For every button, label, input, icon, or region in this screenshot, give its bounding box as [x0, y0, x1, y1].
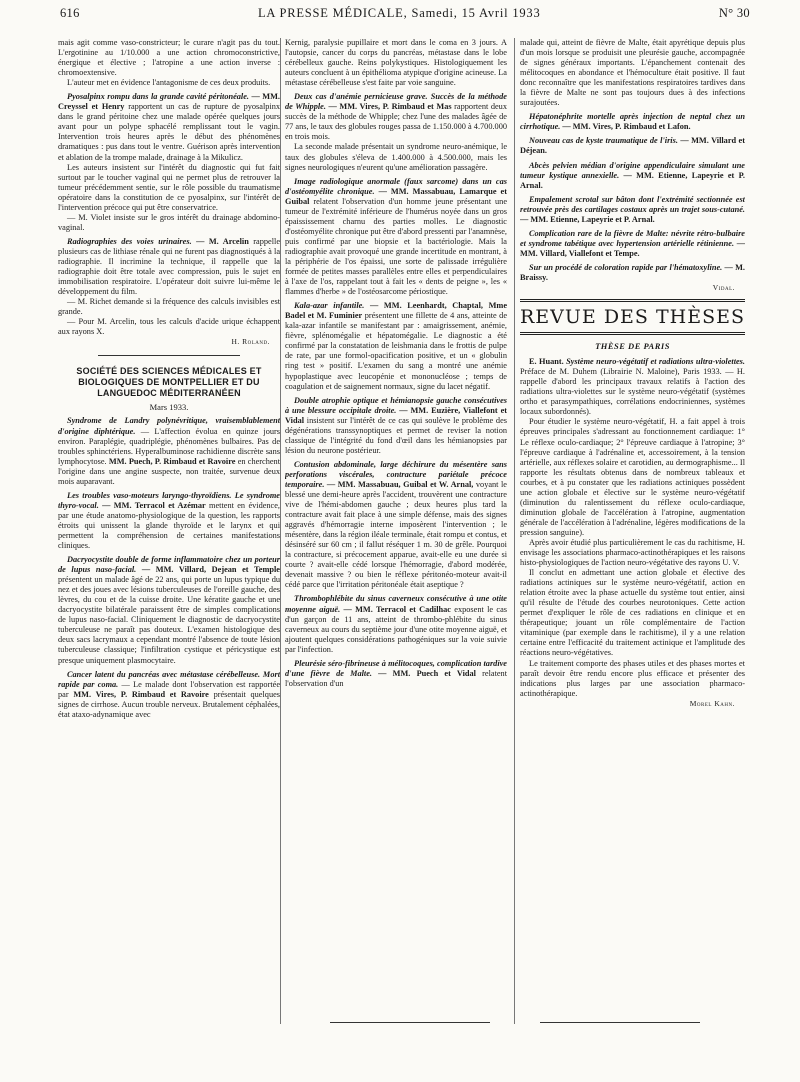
article-text: présentent une fillette de 4 ans, atteinte de kala-azar infantile se manifestant par : amaigrissement, anémie, fièvre, splénomégalie et hépatomégalie. Le diagnostic a été confirmé par la constatation de leishmania dans le frottis de pulpe de rate, par une formol-opacification positive, et un « globulin ring test » positif. L'examen du sang a montré une anémie hypoplastique avec leucopénie et mononucléose ; temps de coagulation et de saignement normaux, signe du lacet négatif. [285, 311, 507, 391]
column-2 [285, 38, 507, 1038]
article-text: exposent le cas d'un garçon de 11 ans, atteint de thrombo-phlébite du sinus caverneux au cours du septième jour d'une otite moyenne aiguë, et ajoutent quelques considérations pathogéniques sur la voie suivie par l'infection. [285, 604, 507, 654]
speaker: — M. Violet [67, 212, 111, 222]
article-title: Les troubles vaso-moteurs laryngo-thyroïdiens. Le syndrome thyro-vocal. [58, 490, 280, 510]
article-authors: — M. Arcelin [196, 236, 249, 246]
article-authors: MM. Puech, P. Rimbaud et Ravoire [108, 456, 236, 466]
article-title: Sur un procédé de coloration rapide par l'hématoxyline. [529, 262, 723, 272]
paragraph-text: tous les calculs d'acide urique échappent aux rayons X. [58, 317, 280, 337]
article-title: Double atrophie optique et hémianopsie gauche consécutives à une blessure occipitale droite. [285, 395, 507, 415]
subsection-heading: THÈSE DE PARIS [595, 341, 670, 352]
column-rule [280, 38, 281, 1024]
article-text: rapportent un cas de rupture de pyosalpinx dans le grand péritoine chez une malade opérée quelques jours avant pour un polype sphacélé remplissant tout le vagin. Intervention trois heures après le début des phénomènes dramatiques : pus dans tout le ventre. Guérison après intervention et ablation de la trompe malade, drainage à la Mikulicz. [58, 102, 280, 162]
paragraph [58, 317, 280, 337]
paragraph-text: demande si la fréquence des calculs invisibles est grande. [58, 297, 280, 317]
article [520, 161, 745, 191]
article-authors: — MM. Massabuau, Guibal et W. Arnal, [326, 479, 474, 489]
signature: H. Roland. [231, 337, 270, 347]
article-authors: MM. Vires, P. Rimbaud et Ravoire [73, 689, 209, 699]
article-text: rappelle plusieurs cas de lithiase rénale qui ne furent pas diagnostiqués à la radiographie. Il incrimine la technique, il rappelle que la radiographie doit être totale avec compression, puis le sujet en immobilisation respiratoire. L'opérateur doit suivre lui-même le développement du film. [58, 236, 280, 297]
article [520, 136, 745, 156]
paragraph: Il conclut en admettant une action globale et élective des radiations actiniques sur le système neuro-végétatif, action en relation étroite avec la phase actuelle du système tout entier, ainsi qu'il résulte de l'étude des courbes neurotoniques. Cette action permet d'expliquer le rôle de ces radiations en clinique et en thérapeutique; jouant un rôle complémentaire de l'action vitaminique (par exemple dans le rachitisme), il y a une relation certaine entre l'efficacité du traitement actinique et l'amplitude des réactions neuro-végétatives. [520, 568, 745, 658]
article-text: Préface de M. Duhem (Librairie N. Maloine), Paris 1933. [520, 367, 722, 377]
article-title: Dacryocystite double de forme inflammatoire chez un porteur de lupus naso-facial. [58, 555, 280, 575]
article [520, 112, 745, 132]
article-authors: — M. Braissy. [520, 262, 745, 282]
article [58, 237, 280, 297]
article-title: Contusion abdominale, large déchirure du mésentère sans perforations viscérales, contracture pariétale précoce temporaire. [285, 459, 507, 489]
article-title: Radiographies des voies urinaires. [67, 236, 192, 246]
article [285, 594, 507, 654]
page-number: 616 [60, 6, 80, 20]
article-text: — H. rappelle d'abord les principaux travaux relatifs à l'action des radiations ultra-violettes sur le système neuro-végétatif (systèmes ortho et parasympathiques, corrélations endocriniennes, systèmes locaux subordonnés). [520, 367, 745, 417]
signature: Vidal. [712, 283, 735, 293]
article-text: — Le malade dont l'observation est rapportée par [58, 679, 280, 699]
speaker: — M. Richet [67, 297, 112, 307]
article-title: Deux cas d'anémie pernicieuse grave. Succès de la méthode de Whipple. [285, 92, 507, 112]
article [58, 416, 280, 486]
paragraph: mais agit comme vaso-constricteur; le curare n'agit pas du tout. L'ergotinine au 1/10.000 a une action chromoconstrictive, énergique et élective ; l'atropine a une action inverse : chromoextensive. [58, 38, 280, 78]
article-authors: — MM. Leenhardt, Chaptal, Mme Badel et M. Fuminier [285, 301, 507, 321]
article [58, 670, 280, 720]
article-text: mettent en évidence, par une étude anatomo-physiologique de la question, les rapports étroits qui unissent la glande thyroïde et le larynx et qui permettent la compréhension de certaines manifestations cliniques. [58, 500, 280, 551]
article-text: rapportent deux succès de la méthode de Whipple; chez l'une des malades âgée de 77 ans, le taux des globules rouges passa de 1.150.000 à 4.700.000 en trois mois. [285, 102, 507, 142]
running-header [60, 6, 750, 34]
paragraph [58, 213, 280, 233]
article-title: Pyosalpinx rompu dans la grande cavité péritonéale. [67, 92, 249, 102]
column-1 [58, 38, 280, 1038]
article-authors: — MM. Terracol et Cadilhac [343, 604, 451, 614]
article-authors: E. Huant. [529, 357, 564, 367]
article [520, 263, 745, 283]
article-authors: — MM. Terracol et Azémar [102, 500, 206, 510]
article-title: Empalement scrotal sur bâton dont l'extrémité sectionnée est retrouvée près des cartilages costaux après un trajet sous-cutané. [520, 194, 745, 214]
article-title: Syndrome de Landry polynévritique, vraisemblablement d'origine diphtérique. [58, 416, 280, 436]
article [285, 92, 507, 142]
article-title: Complication rare de la fièvre de Malte: névrite rétro-bulbaire et syndrome tabétique avec hypertension artérielle rétinienne. [520, 228, 745, 248]
article-title: Kala-azar infantile. [294, 301, 365, 311]
running-title: LA PRESSE MÉDICALE, Samedi, 15 Avril 1933 [257, 6, 541, 20]
article [285, 460, 507, 591]
article-title: Système neuro-végétatif et radiations ultra-violettes. [566, 357, 745, 367]
article [58, 555, 280, 666]
article-authors: — MM. Creyssel et Henry [58, 92, 280, 112]
article-text: présentent un malade âgé de 22 ans, qui porte un lupus typique du nez et des joues avec lésions tuberculeuses de l'oreille gauche, des lèvres, du cou et de la cuisse droite. Une kératite gauche et une dacryocystite bilatérale paraissent être de simples complications de lupus naso-facial. Cliniquement le diagnostic de dacryocystite tuberculeuse ne paraît pas douteux. L'examen histologique des deux sacs lacrymaux a cependant montré l'absence de toute lésion tuberculeuse classique; l'infiltration cystique et péricystique est presque uniquement plasmocytaire. [58, 575, 280, 665]
article-text: présentait quelques signes de cirrhose. Aucun trouble nerveux. Brutalement céphalées, état ataxo-adynamique avec [58, 689, 280, 719]
article-authors: — MM. Etienne, Lapeyrie et P. Arnal. [520, 214, 655, 224]
article-title: Abcès pelvien médian d'origine appendiculaire simulant une tumeur kystique annexielle. [520, 160, 745, 180]
paragraph: La seconde malade présentait un syndrome neuro-anémique, le taux des globules s'éleva de 1.400.000 à 4.500.000, mais les signes neurologiques n'eurent qu'une amélioration passagère. [285, 142, 507, 172]
article-text: relatent l'observation d'un [285, 668, 507, 688]
paragraph: malade qui, atteint de fièvre de Malte, était apyrétique depuis plus d'un mois lorsque se produisit une pleurésie gauche, accompagnée de signes généraux importants. L'épanchement contenait des mélitocoques en abondance et l'hémoculture était positive. Il faut donc reconnaître que les manifestations respiratoires tardives dans la fièvre de Malte ne sont pas toujours dues à des infections surajoutées. [520, 38, 745, 108]
speaker: — Pour M. Arcelin, [67, 317, 137, 327]
article-title: Thrombophlébite du sinus caverneux consécutive à une otite moyenne aiguë. [285, 594, 507, 614]
article [520, 195, 745, 225]
article [58, 92, 280, 162]
article-title: Nouveau cas de kyste traumatique de l'iris. [529, 136, 678, 146]
paragraph: Pour étudier le système neuro-végétatif, H. a fait appel à trois épreuves principales s'adressant au fonctionnement cardiaque: 1° Le réflexe oculo-cardiaque; 2° l'épreuve cardiaque à l'atropine; 3° l'épreuve cardiaque à l'adrénaline et, accessoirement, à la tension artérielle, aux réflexes solaire et carotidien, au dermographisme... Il rapporte les résultats obtenus dans de nombreux tableaux et courbes, et à pu constater que les radiations actiniques possèdent une action globale et élective sur le système neuro-végétatif (diminution du ralentissement du réflexe oculo-cardiaque, diminution globale de l'accélération à l'atropine, augmentation générale de l'accélération à l'adrénaline, légères modifications de la pression sanguine). [520, 417, 745, 537]
article [285, 301, 507, 391]
society-name: SOCIÉTÉ DES SCIENCES MÉDICALES ET BIOLOGIQUES DE MONTPELLIER ET DU LANGUEDOC MÉDITERRANÉEN [76, 366, 262, 399]
signature: Morel Kahn. [689, 698, 735, 708]
article-text: insistent sur l'intérêt de ce cas qui soulève le problème des dégénérations transsynoptiques et permet de reviser la notion classique de l'intégrité du fond d'œil dans les hémianopsies par lésion du neurone postérieur. [285, 415, 507, 455]
paragraph: Le traitement comporte des phases utiles et des phases mortes et paraît devoir être rendu encore plus efficace et présenter des indications plus larges par une association pharmaco-actinothérapique. [520, 658, 745, 698]
column-3 [520, 38, 745, 1038]
article-authors: — MM. Massabuau, Lamarque et Guibal [285, 186, 507, 206]
footer-rule [540, 1022, 700, 1023]
article-text: — L'affection évolua en quinze jours environ. Paraplégie, quadriplégie, phénomènes bulbaires. Pas de troubles sphinctériens. Hyperalbuminose rachidienne discrète sans lymphocytose. [58, 426, 280, 466]
footer-rule [330, 1022, 490, 1023]
article [285, 177, 507, 298]
article-authors: — MM. Etienne, Lapeyrie et P. Arnal. [520, 170, 745, 190]
issue-number: N° 30 [718, 6, 750, 20]
article-title: Hépatonéphrite mortelle après injection de neptal chez un cirrhotique. [520, 112, 745, 132]
article-authors: — MM. Vires, P. Rimbaud et Lafon. [562, 122, 691, 132]
paragraph: Les auteurs insistent sur l'intérêt du diagnostic qui fut fait surtout par le toucher vaginal qui ne permet plus de retrouver la tumeur précédemment sentie, sur le rôle possible du traumatisme opératoire dans la constitution de ce pyosalpinx, sur l'intérêt de l'intervention précoce qui put être conservatrice. [58, 162, 280, 212]
paragraph: L'auteur met en évidence l'antagonisme de ces deux produits. [67, 78, 271, 88]
article [285, 659, 507, 689]
article-authors: — MM. Villard et Déjean. [520, 136, 745, 156]
paragraph [58, 297, 280, 317]
section-heading: REVUE DES THÈSES [520, 299, 745, 335]
article-title: Cancer latent du pancréas avec métastase cérébelleuse. Mort rapide par coma. [58, 669, 280, 689]
article [520, 229, 745, 259]
article-authors: — MM. Villard, Viallefont et Tempe. [520, 238, 745, 258]
paragraph-text: insiste sur le gros intérêt du drainage abdomino-vaginal. [58, 212, 280, 232]
article-authors: — MM. Euzière, Viallefont et Vidal [285, 405, 507, 425]
article-title: Pleurésie séro-fibrineuse à mélitocoques, complication tardive d'une fièvre de Malte. [285, 658, 507, 678]
paragraph: Après avoir étudié plus particulièrement le cas du rachitisme, H. envisage les associations pharmaco-actinothérapiques et les raisons histo-physiologiques de l'action neuro-végétative des rayons U. V. [520, 537, 745, 568]
article [520, 357, 745, 417]
article-title: Image radiologique anormale (faux sarcome) dans un cas d'ostéomyélite chronique. [285, 176, 507, 196]
article-authors: — MM. Puech et Vidal [378, 668, 476, 678]
article-text: en cherchent l'origine dans une angine suspecte, non traitée, survenue deux mois auparavant. [58, 456, 280, 486]
society-date: Mars 1933. [149, 402, 189, 413]
paragraph: Kernig, paralysie pupillaire et mort dans le coma en 3 jours. A l'autopsie, cancer du corps du pancréas, métastase dans le lobe cérébelleux gauche. Reins polykystiques. Histologiquement les auteurs concluent à un épithélioma atypique d'origine acineuse. La métastase cérébelleuse s'est faite par voie sanguine. [285, 38, 507, 88]
article-text: voyant le blessé une demi-heure après l'accident, trouvèrent une contracture vive de l'hémi-abdomen gauche ; deux heures plus tard la contracture avait fait place à une simple défense, mais des signes aggravés d'hémorragie interne imposèrent l'intervention ; le mésentère, dans la région iléale terminale, était rompu et contus, et désinséré sur 60 cm ; il fallut réséquer 1 m. 30 de grêle. Pourquoi la contracture, si précocement apparue, avait-elle eu une durée si courte ? avait-elle cédé lorsque l'hémorragie, d'abord modérée, devenait massive ? ou bien le réflexe péritonéo-moteur avait-il cédé parce que l'irritation péritonéale était aseptique ? [285, 479, 507, 590]
article [58, 491, 280, 551]
column-rule [514, 38, 515, 1024]
article-authors: — MM. Villard, Dejean et Temple [141, 565, 280, 575]
article-authors: — MM. Vires, P. Rimbaud et Mas [328, 102, 452, 112]
article [285, 396, 507, 456]
article-text: relatent l'observation d'un homme jeune présentant une tumeur de l'extrémité inférieure de l'humérus noyée dans un gros épaississement charnu des parties molles. Le diagnostic d'ostéomyélite chronique put être d'abord pressenti par l'anamnèse, puis confirmé par une biopsie et la bactériologie. Mais la radiographie avait provoqué une grande incertitude en montrant, à la périphérie de l'os épaissi, une sorte de palissade irrégulière formée de petites masses parallèles entre elles et perpendiculaires à l'axe de l'os, rappelant tout à fait les « dents de peigne », les « flammes d'herbe » de l'ostéosarcome périostique. [285, 196, 507, 297]
section-divider [98, 355, 240, 356]
